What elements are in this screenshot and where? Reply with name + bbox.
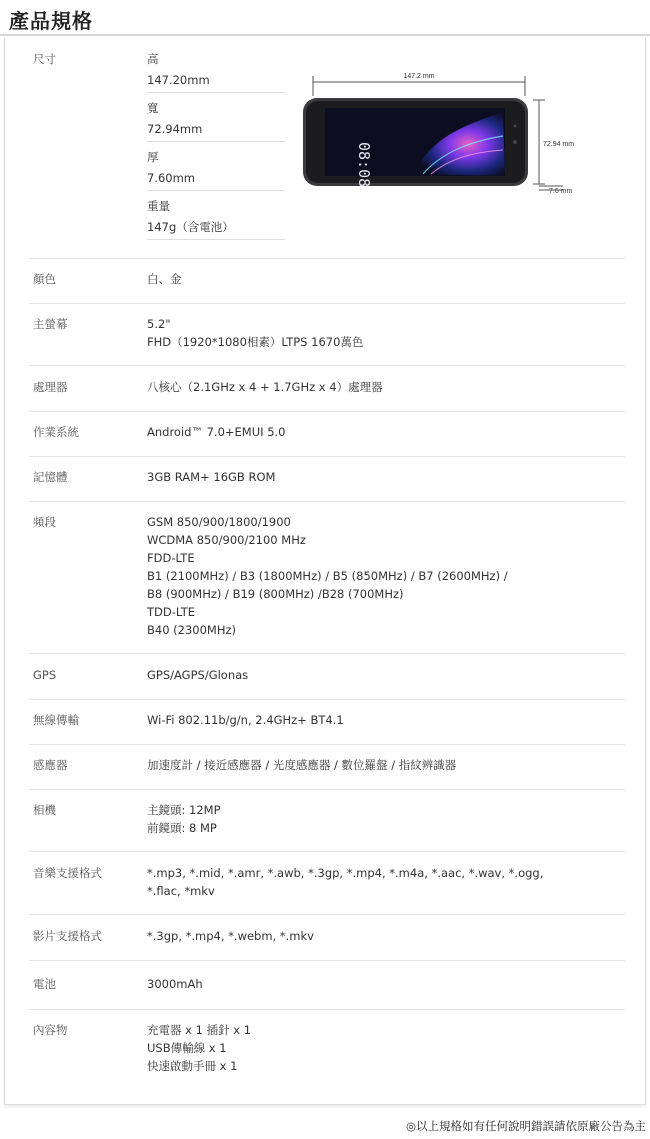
- dimension-name: 厚: [147, 150, 159, 164]
- spec-value-line: *.3gp, *.mp4, *.webm, *.mkv: [147, 929, 314, 943]
- height-dimension-label: 72.94 mm: [543, 141, 575, 148]
- spec-value-line: FHD（1920*1080相素）LTPS 1670萬色: [147, 335, 364, 349]
- spec-value: [147, 423, 617, 441]
- spec-value-line: B8 (900MHz) / B19 (800MHz) /B28 (700MHz): [147, 587, 404, 601]
- spec-value-line: B40 (2300MHz): [147, 623, 237, 637]
- spec-label: 內容物: [33, 1023, 68, 1037]
- spec-label: 音樂支援格式: [33, 866, 102, 880]
- dimension-name: 重量: [147, 199, 170, 213]
- spec-label: 相機: [33, 803, 56, 817]
- spec-table: [4, 38, 646, 1105]
- screen-clock: 08:08: [355, 142, 373, 188]
- spec-row: [29, 423, 625, 457]
- spec-row: [29, 864, 625, 915]
- spec-row: [29, 270, 625, 304]
- spec-row: [29, 666, 625, 700]
- spec-row: [29, 315, 625, 366]
- dimension-value: 7.60mm: [147, 169, 285, 191]
- phone-dimension-figure: [303, 56, 583, 216]
- spec-label: GPS: [33, 668, 57, 682]
- spec-value-line: WCDMA 850/900/2100 MHz: [147, 533, 306, 547]
- spec-value: [147, 513, 617, 639]
- spec-label: 影片支援格式: [33, 929, 102, 943]
- spec-value: [147, 801, 617, 837]
- spec-value: [147, 927, 617, 945]
- spec-row: [29, 1021, 625, 1089]
- spec-value-line: TDD-LTE: [147, 605, 195, 619]
- dimension-value: 147g（含電池）: [147, 218, 285, 240]
- depth-dimension-label: 7.6 mm: [549, 188, 573, 195]
- spec-value-line: B1 (2100MHz) / B3 (1800MHz) / B5 (850MHz) / B7 (2600MHz) /: [147, 569, 508, 583]
- spec-label: 無線傳輸: [33, 713, 79, 727]
- spec-row-dimensions: [29, 50, 625, 259]
- spec-label: 電池: [33, 977, 56, 991]
- dimension-value: 147.20mm: [147, 71, 285, 93]
- spec-value-line: FDD-LTE: [147, 551, 195, 565]
- spec-row: [29, 801, 625, 852]
- spec-value-line: GPS/AGPS/Glonas: [147, 668, 249, 682]
- spec-value-line: *.flac, *mkv: [147, 884, 215, 898]
- dimension-name: 高: [147, 52, 159, 66]
- spec-row: [29, 468, 625, 502]
- spec-label: 作業系統: [33, 425, 79, 439]
- spec-label: 顏色: [33, 272, 56, 286]
- spec-value-line: Android™ 7.0+EMUI 5.0: [147, 425, 286, 439]
- spec-row: [29, 711, 625, 745]
- spec-value-line: GSM 850/900/1800/1900: [147, 515, 291, 529]
- spec-label: 記憶體: [33, 470, 68, 484]
- spec-value-line: 前鏡頭: 8 MP: [147, 821, 217, 835]
- spec-value: [147, 1021, 617, 1075]
- spec-label: 主螢幕: [33, 317, 68, 331]
- disclaimer-note: ◎以上規格如有任何說明錯誤請依原廠公告為主: [405, 1119, 646, 1133]
- spec-row: [29, 975, 625, 1010]
- spec-value: [147, 756, 617, 774]
- spec-value-line: 八核心（2.1GHz x 4 + 1.7GHz x 4）處理器: [147, 380, 383, 394]
- spec-row: [29, 378, 625, 412]
- dimension-list: [147, 50, 287, 246]
- spec-value: [147, 378, 617, 396]
- spec-value-line: *.mp3, *.mid, *.amr, *.awb, *.3gp, *.mp4, *.m4a, *.aac, *.wav, *.ogg,: [147, 866, 544, 880]
- spec-value-line: 3000mAh: [147, 977, 203, 991]
- spec-row: [29, 756, 625, 790]
- spec-value-line: 充電器 x 1 插針 x 1: [147, 1023, 252, 1037]
- spec-value-line: 主鏡頭: 12MP: [147, 803, 221, 817]
- spec-label: 處理器: [33, 380, 68, 394]
- width-dimension-label: 147.2 mm: [403, 73, 435, 80]
- dimension-item: [147, 148, 287, 197]
- title-divider: [0, 34, 650, 36]
- dimension-item: [147, 50, 287, 99]
- spec-value: [147, 270, 617, 288]
- spec-value-line: 快速啟動手冊 x 1: [147, 1059, 238, 1073]
- spec-value: [147, 315, 617, 351]
- spec-value: [147, 711, 617, 729]
- dimension-item: [147, 197, 287, 246]
- dimension-name: 寬: [147, 101, 159, 115]
- dimension-item: [147, 99, 287, 148]
- page-title: 產品規格: [9, 9, 93, 33]
- spec-value-line: 3GB RAM+ 16GB ROM: [147, 470, 276, 484]
- spec-row: [29, 927, 625, 961]
- spec-value: [147, 975, 617, 993]
- dimension-value: 72.94mm: [147, 120, 285, 142]
- spec-value: [147, 864, 617, 900]
- spec-value-line: 白、金: [147, 272, 182, 286]
- spec-value-line: USB傳輸線 x 1: [147, 1041, 227, 1055]
- spec-row: [29, 513, 625, 654]
- spec-value-line: 5.2": [147, 317, 171, 331]
- spec-label: 感應器: [33, 758, 68, 772]
- spec-value: [147, 666, 617, 684]
- spec-value-line: Wi-Fi 802.11b/g/n, 2.4GHz+ BT4.1: [147, 713, 344, 727]
- spec-value-line: 加速度計 / 接近感應器 / 光度感應器 / 數位羅盤 / 指紋辨識器: [147, 758, 457, 772]
- spec-label: 尺寸: [33, 52, 56, 66]
- spec-value: [147, 468, 617, 486]
- spec-label: 頻段: [33, 515, 56, 529]
